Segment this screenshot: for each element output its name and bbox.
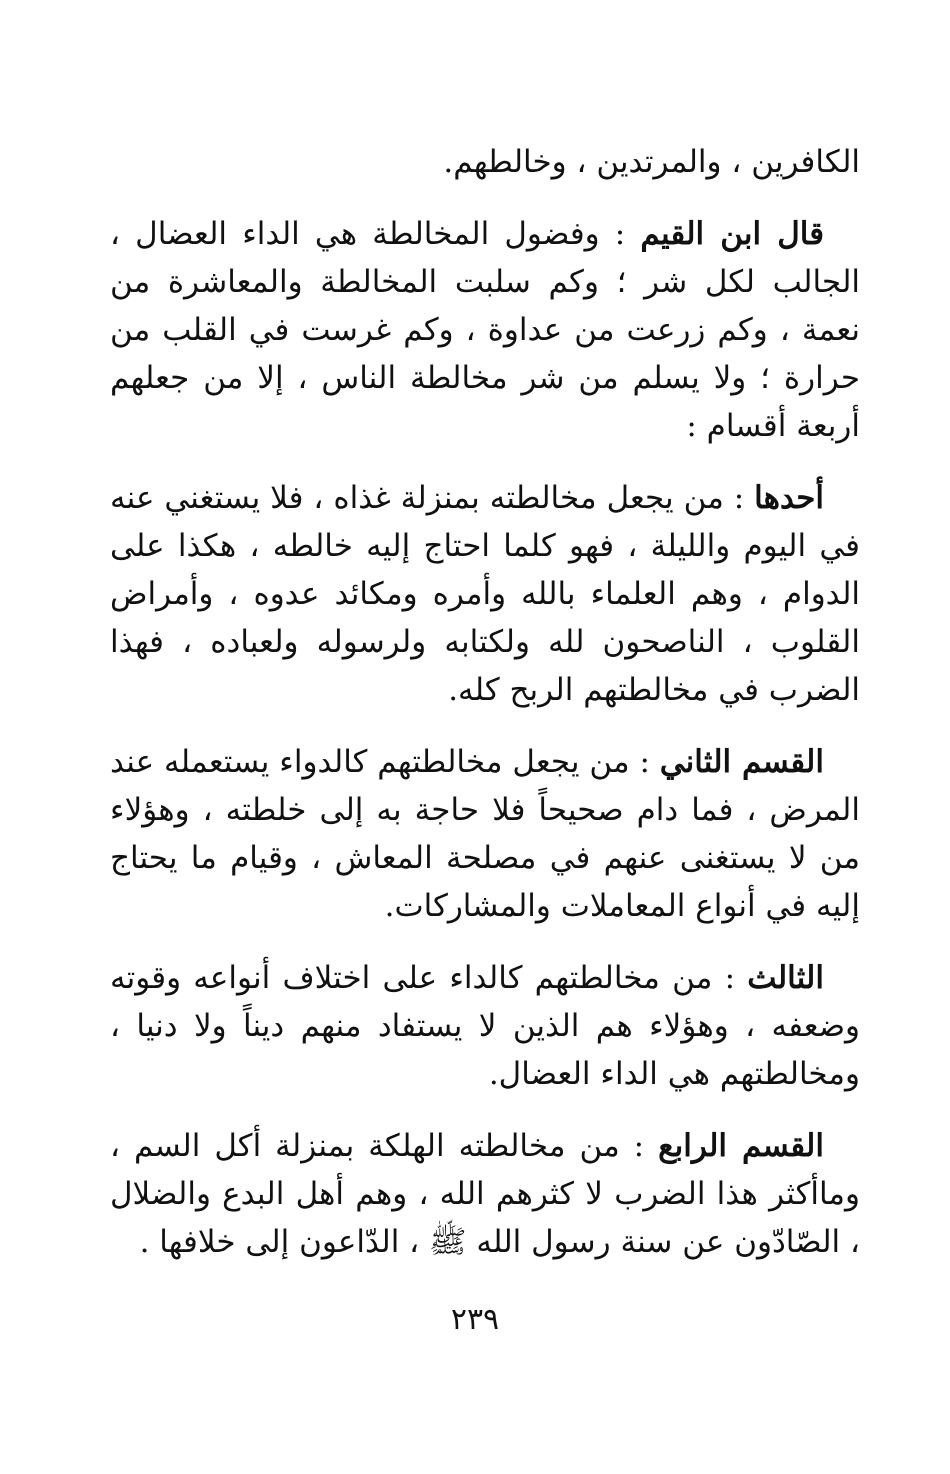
page-number: ٢٣٩ [450,1302,500,1337]
paragraph-lead: الثالث [747,960,824,996]
paragraph-text: : من مخالطتهم كالداء على اختلاف أنواعه وقوته وضعفه ، وهؤلاء هم الذين لا يستفاد منهم ديناً ولا دنيا ، ومخالطتهم هي الداء العضال. [110,960,860,1092]
paragraph-lead: أحدها [754,480,824,516]
paragraph-text: : من يجعل مخالطته بمنزلة غذاه ، فلا يستغني عنه في اليوم والليلة ، فهو كلما احتاج إليه خالطه ، هكذا على الدوام ، وهم العلماء بالله وأمره ومكائد عدوه ، وأمراض القلوب ، الناصحون لله ولكتابه ولرسوله ولعباده ، فهذا الضرب في مخالطتهم الربح كله. [110,480,860,708]
paragraph-lead: قال ابن القيم [640,216,825,252]
paragraph-text: : وفضول المخالطة هي الداء العضال ، الجالب لكل شر ؛ وكم سلبت المخالطة والمعاشرة من نعمة ، وكم زرعت من عداوة ، وكم غرست في القلب من حرارة ؛ ولا يسلم من شر مخالطة الناس ، إلا من جعلهم أربعة أقسام : [110,216,860,444]
paragraph-third-type [110,954,860,1098]
paragraph-text: : من مخالطته الهلكة بمنزلة أكل السم ، وماأكثر هذا الضرب لا كثرهم الله ، وهم أهل البدع والضلال ، الصّادّون عن سنة رسول الله ﷺ ، الدّاعون إلى خلافها . [110,1128,860,1260]
paragraph-text: : من يجعل مخالطتهم كالدواء يستعمله عند المرض ، فما دام صحيحاً فلا حاجة به إلى خلطته ، وهؤلاء من لا يستغنى عنهم في مصلحة المعاش ، وقيام ما يحتاج إليه في أنواع المعاملات والمشاركات. [110,744,860,924]
paragraph-text: الكافرين ، والمرتدين ، وخالطهم. [443,144,860,180]
paragraph-ibn-al-qayyim [110,210,860,450]
paragraph-lead: القسم الرابع [658,1128,824,1164]
paragraph-second-type [110,738,860,930]
paragraph-continuation [110,138,860,186]
page-body [110,138,860,1290]
paragraph-first-type [110,474,860,714]
paragraph-lead: القسم الثاني [659,744,824,780]
paragraph-fourth-type [110,1122,860,1266]
